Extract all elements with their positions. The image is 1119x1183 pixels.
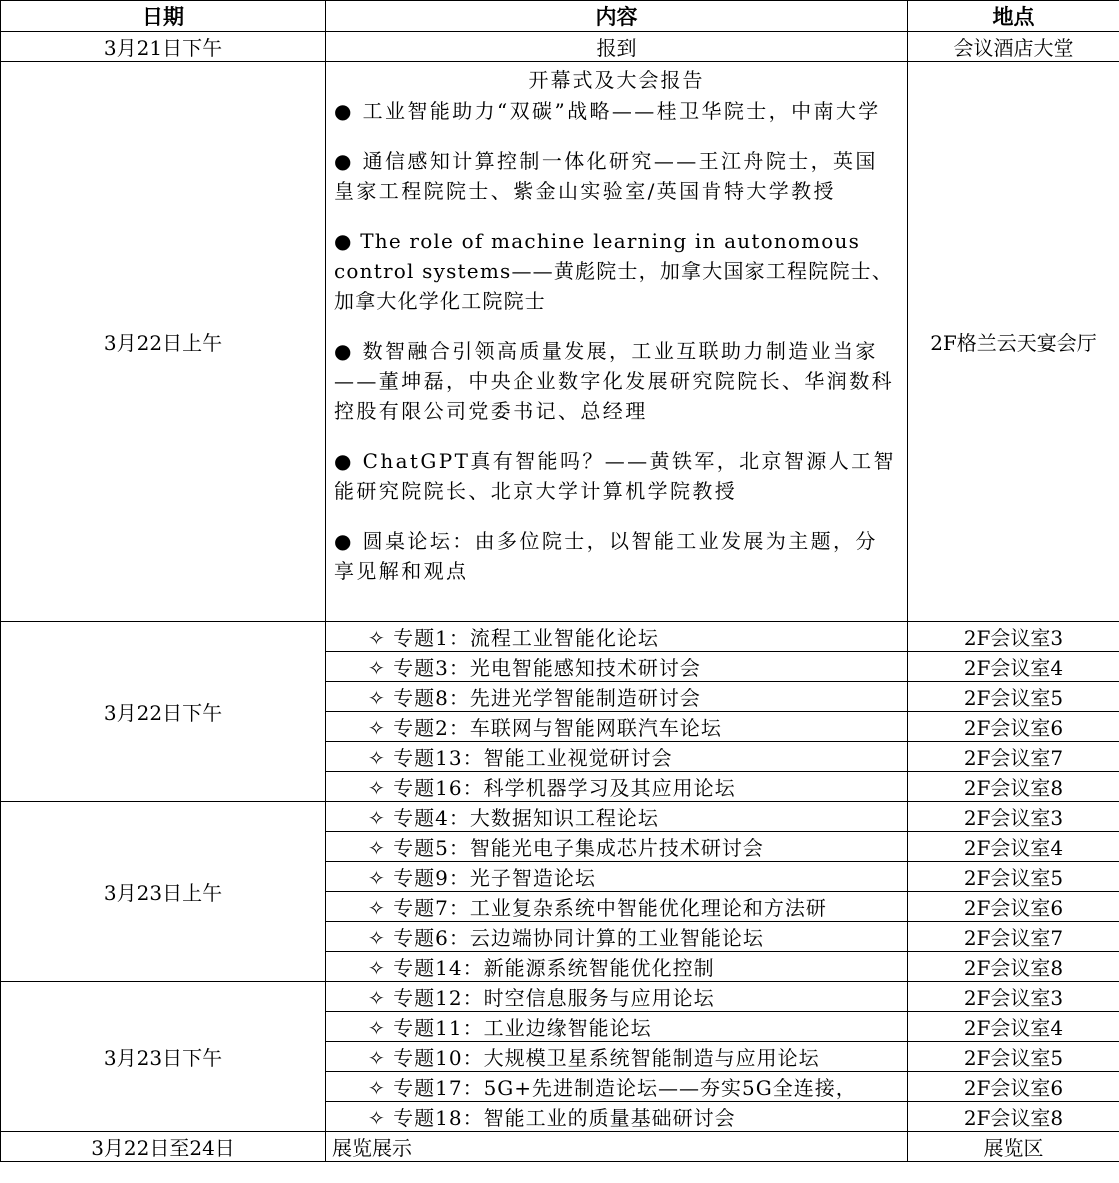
bullet-icon: ● (334, 339, 354, 363)
session-row (1, 982, 1119, 1012)
venue-cell: 2F会议室3 (908, 982, 1119, 1012)
topic-cell: ✧ 专题8：先进光学智能制造研讨会 (326, 682, 908, 712)
topic-cell: ✧ 专题11：工业边缘智能论坛 (326, 1012, 908, 1042)
venue-cell: 会议酒店大堂 (908, 32, 1119, 62)
topic-cell: ✧ 专题13：智能工业视觉研讨会 (326, 742, 908, 772)
sparkle-icon: ✧ (368, 1046, 386, 1070)
venue-cell: 2F会议室7 (908, 922, 1119, 952)
sparkle-icon: ✧ (368, 716, 386, 740)
plenary-item: ● 圆桌论坛：由多位院士，以智能工业发展为主题，分享见解和观点 (334, 529, 878, 583)
sparkle-icon: ✧ (368, 806, 386, 830)
sparkle-icon: ✧ (368, 1076, 386, 1100)
venue-cell: 2F会议室4 (908, 652, 1119, 682)
topic-cell: ✧ 专题3：光电智能感知技术研讨会 (326, 652, 908, 682)
sparkle-icon: ✧ (368, 986, 386, 1010)
topic-cell: ✧ 专题5：智能光电子集成芯片技术研讨会 (326, 832, 908, 862)
venue-cell: 2F会议室4 (908, 1012, 1119, 1042)
sparkle-icon: ✧ (368, 776, 386, 800)
plenary-item: ● ChatGPT真有智能吗？——黄铁军，北京智源人工智能研究院院长、北京大学计算机学院教授 (334, 449, 896, 503)
bullet-icon: ● (334, 99, 354, 123)
bullet-icon: ● (334, 529, 354, 553)
venue-cell: 2F会议室8 (908, 772, 1119, 802)
sparkle-icon: ✧ (368, 836, 386, 860)
topic-cell: ✧ 专题4：大数据知识工程论坛 (326, 802, 908, 832)
content-cell: 报到 (326, 32, 908, 62)
venue-cell: 2F会议室5 (908, 862, 1119, 892)
bullet-icon: ● (334, 229, 353, 253)
sparkle-icon: ✧ (368, 1016, 386, 1040)
sparkle-icon: ✧ (368, 686, 386, 710)
sparkle-icon: ✧ (368, 746, 386, 770)
plenary-content-cell (326, 62, 908, 622)
sparkle-icon: ✧ (368, 926, 386, 950)
venue-cell: 2F会议室3 (908, 802, 1119, 832)
plenary-item: ● 工业智能助力“双碳”战略——桂卫华院士，中南大学 (334, 99, 881, 123)
venue-cell: 2F会议室5 (908, 682, 1119, 712)
date-cell: 3月22日至24日 (1, 1132, 326, 1162)
expo-row (1, 1132, 1119, 1162)
topic-cell: ✧ 专题18：智能工业的质量基础研讨会 (326, 1102, 908, 1132)
plenary-item: ● The role of machine learning in autonomous control systems——黄彪院士，加拿大国家工程院院士、加拿大化学化工院院士 (334, 229, 894, 313)
venue-cell: 展览区 (908, 1132, 1119, 1162)
topic-cell: ✧ 专题7：工业复杂系统中智能优化理论和方法研 (326, 892, 908, 922)
plenary-item: ● 数智融合引领高质量发展，工业互联助力制造业当家——董坤磊，中央企业数字化发展研究院院长、华润数科控股有限公司党委书记、总经理 (334, 339, 894, 423)
topic-cell: ✧ 专题14：新能源系统智能优化控制 (326, 952, 908, 982)
topic-cell: ✧ 专题2：车联网与智能网联汽车论坛 (326, 712, 908, 742)
bullet-icon: ● (334, 149, 354, 173)
sparkle-icon: ✧ (368, 866, 386, 890)
venue-cell: 2F会议室4 (908, 832, 1119, 862)
venue-cell: 2F格兰云天宴会厅 (908, 62, 1119, 622)
registration-row (1, 32, 1119, 62)
topic-cell: ✧ 专题17：5G+先进制造论坛——夯实5G全连接， (326, 1072, 908, 1102)
topic-cell: ✧ 专题10：大规模卫星系统智能制造与应用论坛 (326, 1042, 908, 1072)
sparkle-icon: ✧ (368, 1106, 386, 1130)
date-cell: 3月22日上午 (1, 62, 326, 622)
venue-cell: 2F会议室8 (908, 952, 1119, 982)
sparkle-icon: ✧ (368, 626, 386, 650)
venue-cell: 2F会议室6 (908, 892, 1119, 922)
header-venue: 地点 (908, 1, 1119, 32)
header-row (1, 1, 1119, 32)
session-row (1, 622, 1119, 652)
plenary-title: 开幕式及大会报告 (528, 68, 705, 92)
bullet-icon: ● (334, 449, 354, 473)
topic-cell: ✧ 专题6：云边端协同计算的工业智能论坛 (326, 922, 908, 952)
date-cell: 3月22日下午 (1, 622, 326, 802)
venue-cell: 2F会议室8 (908, 1102, 1119, 1132)
date-cell: 3月21日下午 (1, 32, 326, 62)
plenary-item: ● 通信感知计算控制一体化研究——王江舟院士，英国皇家工程院院士、紫金山实验室/英国肯特大学教授 (334, 149, 878, 203)
venue-cell: 2F会议室6 (908, 1072, 1119, 1102)
plenary-row (1, 62, 1119, 622)
session-row (1, 802, 1119, 832)
sparkle-icon: ✧ (368, 956, 386, 980)
venue-cell: 2F会议室6 (908, 712, 1119, 742)
topic-cell: ✧ 专题16：科学机器学习及其应用论坛 (326, 772, 908, 802)
venue-cell: 2F会议室5 (908, 1042, 1119, 1072)
sparkle-icon: ✧ (368, 656, 386, 680)
header-date: 日期 (1, 1, 326, 32)
topic-cell: ✧ 专题1：流程工业智能化论坛 (326, 622, 908, 652)
content-cell: 展览展示 (326, 1132, 908, 1162)
sparkle-icon: ✧ (368, 896, 386, 920)
venue-cell: 2F会议室3 (908, 622, 1119, 652)
date-cell: 3月23日上午 (1, 802, 326, 982)
header-content: 内容 (326, 1, 908, 32)
topic-cell: ✧ 专题9：光子智造论坛 (326, 862, 908, 892)
date-cell: 3月23日下午 (1, 982, 326, 1132)
venue-cell: 2F会议室7 (908, 742, 1119, 772)
topic-cell: ✧ 专题12：时空信息服务与应用论坛 (326, 982, 908, 1012)
